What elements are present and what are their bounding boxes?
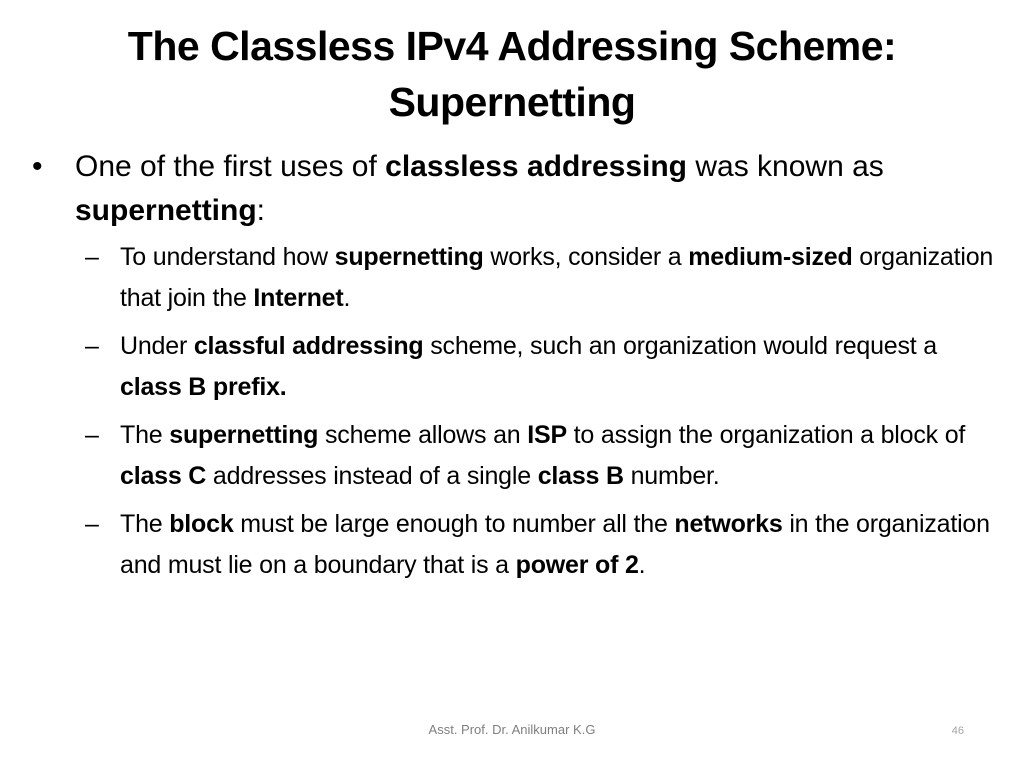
slide-number: 46 bbox=[951, 725, 964, 737]
slide-title bbox=[40, 18, 984, 130]
sub-4-text-2: must be large enough to number all the bbox=[233, 510, 675, 538]
sub-3-text-3: to assign the organization a block of bbox=[566, 421, 966, 449]
slide-content bbox=[0, 145, 1024, 593]
sub-1-bold-3: Internet bbox=[253, 283, 344, 312]
sub-4-bold-3: power of 2 bbox=[515, 550, 639, 579]
sub-2-bold-1: classful addressing bbox=[193, 332, 424, 360]
sub-3-bold-1: supernetting bbox=[169, 421, 319, 449]
subbullet-block-power-of-2 bbox=[85, 504, 1000, 585]
bullet-1-bold-2: supernetting bbox=[75, 194, 257, 227]
sub-4-text-3: in the organization and must lie on a boundary that is a bbox=[120, 510, 990, 579]
sub-3-bold-4: class B bbox=[537, 461, 624, 490]
dash-icon: – bbox=[85, 243, 99, 271]
sub-4-text-1: The bbox=[120, 510, 170, 538]
sub-4-text-4: . bbox=[638, 550, 646, 579]
sub-3-text-2: scheme allows an bbox=[318, 421, 528, 449]
bullet-1-text-1: One of the first uses of bbox=[75, 150, 386, 183]
sub-3-text-4: addresses instead of a single bbox=[206, 461, 538, 490]
sub-1-text-4: . bbox=[343, 283, 351, 312]
sub-2-text-1: Under bbox=[120, 332, 194, 360]
slide-title-line-1: The Classless IPv4 Addressing Scheme: bbox=[127, 23, 897, 69]
footer-author: Asst. Prof. Dr. Anilkumar K.G bbox=[428, 722, 596, 737]
bullet-1-bold-1: classless addressing bbox=[385, 150, 688, 183]
sub-3-bold-3: class C bbox=[120, 461, 207, 490]
subbullet-medium-sized-org bbox=[85, 237, 1000, 318]
sub-2-bold-2: class B prefix. bbox=[120, 372, 287, 401]
dash-icon: – bbox=[85, 510, 99, 538]
subbullet-isp-class-c-block bbox=[85, 415, 1000, 496]
bullet-dot-icon: • bbox=[32, 150, 43, 183]
sub-3-bold-2: ISP bbox=[527, 421, 567, 449]
sub-2-text-2: scheme, such an organization would request a bbox=[423, 332, 938, 360]
sub-1-text-1: To understand how bbox=[120, 243, 335, 271]
bullet-1-text-3: : bbox=[256, 194, 266, 227]
sub-4-bold-1: block bbox=[169, 510, 234, 538]
dash-icon: – bbox=[85, 332, 99, 360]
subbullet-classful-addressing bbox=[85, 326, 1000, 407]
sub-4-bold-2: networks bbox=[674, 510, 783, 538]
sub-1-bold-1: supernetting bbox=[334, 243, 484, 271]
sub-1-text-3: organization that join the bbox=[120, 243, 994, 312]
sub-1-text-2: works, consider a bbox=[483, 243, 689, 271]
dash-icon: – bbox=[85, 421, 99, 449]
slide-title-line-2: Supernetting bbox=[388, 79, 636, 125]
bullet-1-text-2: was known as bbox=[687, 150, 884, 183]
sub-1-bold-2: medium-sized bbox=[688, 243, 853, 271]
sub-3-text-5: number. bbox=[623, 461, 720, 490]
sub-3-text-1: The bbox=[120, 421, 170, 449]
bullet-classless-addressing bbox=[32, 145, 985, 233]
